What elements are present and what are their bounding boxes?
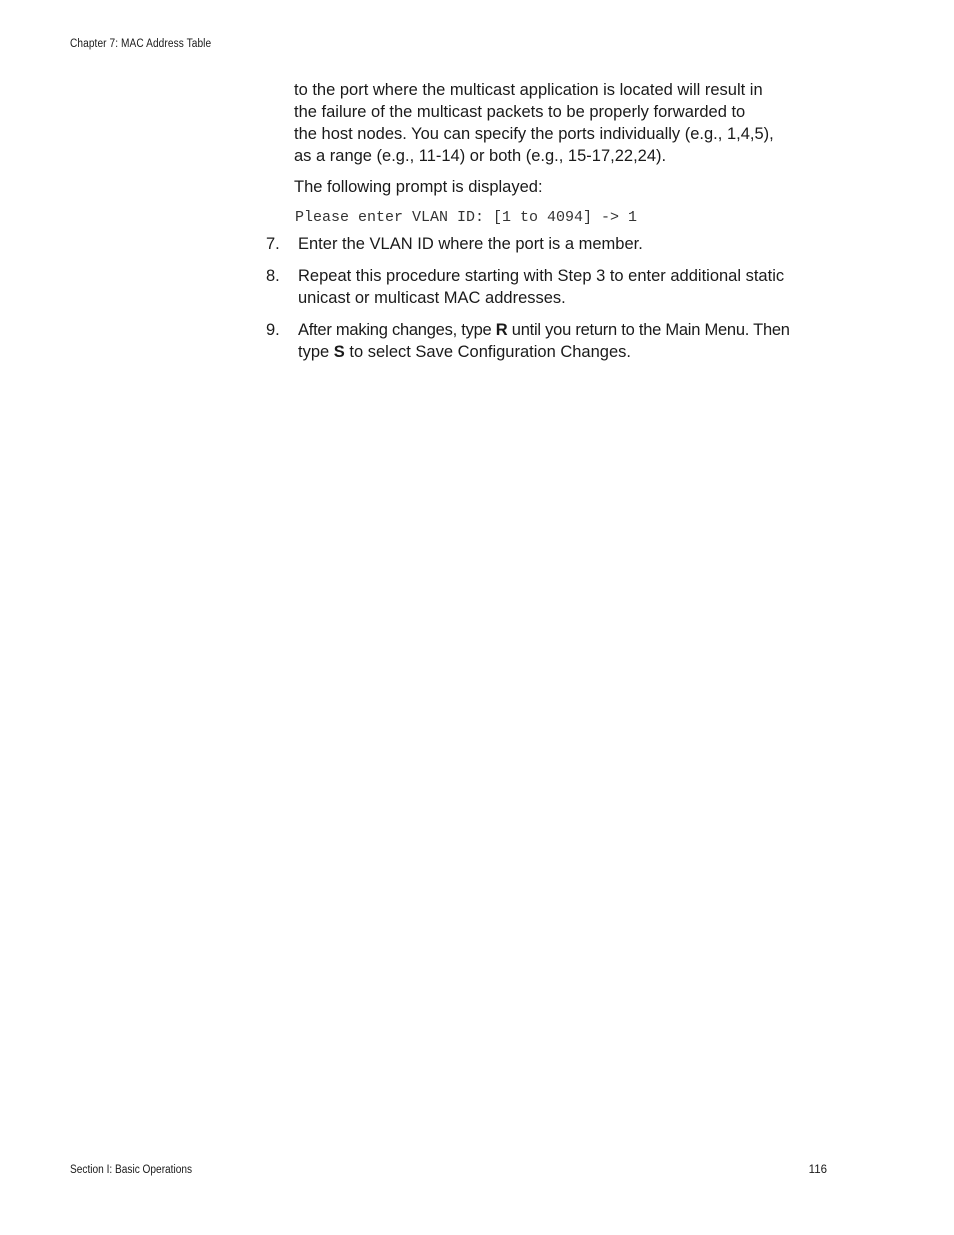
step-item [262,233,862,255]
step-text [298,319,862,363]
page-number: 116 [808,1164,827,1176]
paragraph-line: the failure of the multicast packets to be properly forwarded to [294,103,746,121]
paragraph-line: the host nodes. You can specify the ports individually (e.g., 1,4,5), [294,125,774,143]
step-text-part: until you return to the Main Menu. Then [507,321,790,339]
prompt-intro-text: The following prompt is displayed: [294,178,543,196]
paragraph-line: to the port where the multicast application is located will result in [294,81,763,99]
paragraph-line: as a range (e.g., 11-14) or both (e.g., 15-17,22,24). [294,147,667,165]
step-text-part: to select Save Configuration Changes. [344,343,631,361]
step-text-part: After making changes, type [298,321,496,339]
step-text-part: type [298,343,334,361]
step-item [262,319,862,363]
step-text-line [298,319,862,341]
step-number: 8. [266,267,280,285]
code-prompt: Please enter VLAN ID: [1 to 4094] -> 1 [295,209,638,226]
step-list [262,233,862,373]
step-text-line: Repeat this procedure starting with Step 3 to enter additional static [298,267,785,285]
running-footer-section: Section I: Basic Operations [70,1164,193,1176]
step-text-line: unicast or multicast MAC addresses. [298,289,566,307]
step-number: 9. [266,321,280,339]
step-text [298,265,862,309]
step-number: 7. [266,235,280,253]
paragraph-continuation [294,79,854,167]
step-text-line [298,341,862,363]
key-s: S [333,343,345,361]
step-item [262,265,862,309]
running-header: Chapter 7: MAC Address Table [70,38,212,50]
key-r: R [495,321,508,339]
step-text: Enter the VLAN ID where the port is a member. [298,235,643,253]
